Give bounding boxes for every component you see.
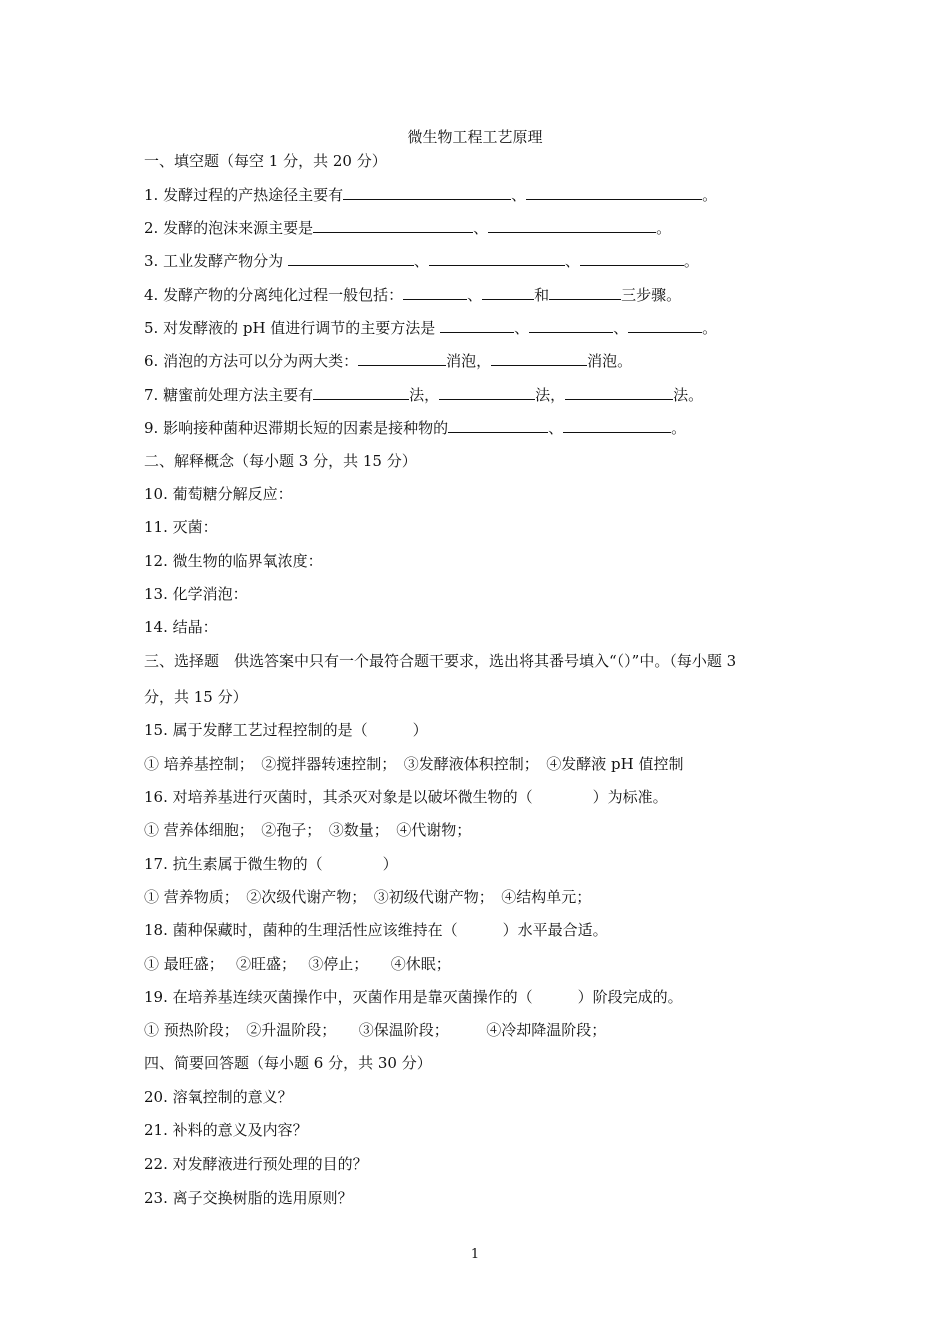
question-1-end: 。 (702, 186, 718, 204)
short-answer-23: 23. 离子交换树脂的选用原则？ (144, 1189, 353, 1207)
answer-blank (448, 417, 548, 433)
question-7-end: 法。 (673, 386, 704, 404)
question-2-sep: 、 (473, 219, 489, 237)
question-3-sep: 、 (413, 252, 429, 270)
question-6-text: 6. 消泡的方法可以分为两大类： (144, 352, 359, 370)
section1-heading: 一、填空题（每空 1 分，共 20 分） (144, 152, 387, 170)
question-15-stem: 15. 属于发酵工艺过程控制的是（ ） (144, 721, 428, 739)
answer-blank (488, 217, 656, 233)
concept-12: 12. 微生物的临界氧浓度： (144, 552, 323, 570)
question-3 (144, 250, 699, 272)
section2-heading: 二、解释概念（每小题 3 分，共 15 分） (144, 452, 417, 470)
question-7-mid: 法， (409, 386, 440, 404)
question-1-text: 1. 发酵过程的产热途径主要有 (144, 186, 344, 204)
answer-blank (491, 350, 587, 366)
answer-blank (565, 384, 673, 400)
short-answer-22: 22. 对发酵液进行预处理的目的？ (144, 1155, 368, 1173)
answer-blank (313, 384, 409, 400)
concept-13: 13. 化学消泡： (144, 585, 248, 603)
answer-blank (403, 284, 467, 300)
question-5-end: 。 (702, 319, 718, 337)
concept-14: 14. 结晶： (144, 618, 218, 636)
question-18-options: ① 最旺盛； ②旺盛； ③停止； ④休眠； (144, 955, 451, 973)
question-5-sep2: 、 (613, 319, 629, 337)
question-7 (144, 384, 703, 406)
question-5-sep: 、 (514, 319, 530, 337)
question-3-sep2: 、 (564, 252, 580, 270)
section4-heading: 四、简要回答题（每小题 6 分，共 30 分） (144, 1054, 432, 1072)
page-number: 1 (470, 1247, 480, 1262)
question-2 (144, 217, 671, 239)
answer-blank (439, 384, 535, 400)
question-6-mid: 消泡， (446, 352, 492, 370)
question-3-text: 3. 工业发酵产物分为 (144, 252, 284, 270)
question-18-stem: 18. 菌种保藏时，菌种的生理活性应该维持在（ ）水平最合适。 (144, 921, 608, 939)
question-17-stem: 17. 抗生素属于微生物的（ ） (144, 855, 398, 873)
question-7-mid2: 法， (535, 386, 566, 404)
question-4-and: 和 (534, 286, 550, 304)
question-1-sep: 、 (511, 186, 527, 204)
question-4 (144, 284, 681, 306)
answer-blank (429, 250, 565, 266)
question-15-options: ① 培养基控制； ②搅拌器转速控制； ③发酵液体积控制； ④发酵液 pH 值控制 (144, 755, 684, 773)
question-6-end: 消泡。 (587, 352, 633, 370)
question-5-text: 5. 对发酵液的 pH 值进行调节的主要方法是 (144, 319, 436, 337)
question-17-options: ① 营养物质； ②次级代谢产物； ③初级代谢产物； ④结构单元； (144, 888, 592, 906)
answer-blank (313, 217, 473, 233)
question-5 (144, 317, 717, 339)
answer-blank (628, 317, 702, 333)
question-4-text: 4. 发酵产物的分离纯化过程一般包括： (144, 286, 404, 304)
answer-blank (529, 317, 613, 333)
concept-11: 11. 灭菌： (144, 518, 218, 536)
question-9-sep: 、 (548, 419, 564, 437)
question-19-options: ① 预热阶段； ②升温阶段； ③保温阶段； ④冷却降温阶段； (144, 1021, 607, 1039)
question-2-end: 。 (656, 219, 672, 237)
answer-blank (440, 317, 514, 333)
question-19-stem: 19. 在培养基连续灭菌操作中，灭菌作用是靠灭菌操作的（ ）阶段完成的。 (144, 988, 683, 1006)
question-16-options: ① 营养体细胞； ②孢子； ③数量； ④代谢物； (144, 821, 472, 839)
question-7-text: 7. 糖蜜前处理方法主要有 (144, 386, 314, 404)
answer-blank (288, 250, 414, 266)
question-9-text: 9. 影响接种菌种迟滞期长短的因素是接种物的 (144, 419, 449, 437)
answer-blank (563, 417, 671, 433)
answer-blank (549, 284, 621, 300)
question-16-stem: 16. 对培养基进行灭菌时，其杀灭对象是以破坏微生物的（ ）为标准。 (144, 788, 668, 806)
question-3-end: 。 (683, 252, 699, 270)
question-2-text: 2. 发酵的泡沫来源主要是 (144, 219, 314, 237)
question-6 (144, 350, 632, 372)
short-answer-21: 21. 补料的意义及内容？ (144, 1121, 308, 1139)
answer-blank (482, 284, 534, 300)
question-9-end: 。 (671, 419, 687, 437)
answer-blank (358, 350, 446, 366)
section3-heading-line2: 分，共 15 分） (144, 688, 248, 706)
answer-blank (580, 250, 684, 266)
question-1 (144, 184, 717, 206)
answer-blank (343, 184, 511, 200)
page-title: 微生物工程工艺原理 (407, 128, 543, 146)
section3-heading-line1: 三、选择题 供选答案中只有一个最符合题干要求，选出将其番号填入“（）”中。（每小题 3 (144, 652, 737, 670)
answer-blank (526, 184, 702, 200)
question-9 (144, 417, 686, 439)
question-4-sep: 、 (467, 286, 483, 304)
concept-10: 10. 葡萄糖分解反应： (144, 485, 293, 503)
short-answer-20: 20. 溶氧控制的意义？ (144, 1088, 293, 1106)
question-4-end: 三步骤。 (621, 286, 682, 304)
